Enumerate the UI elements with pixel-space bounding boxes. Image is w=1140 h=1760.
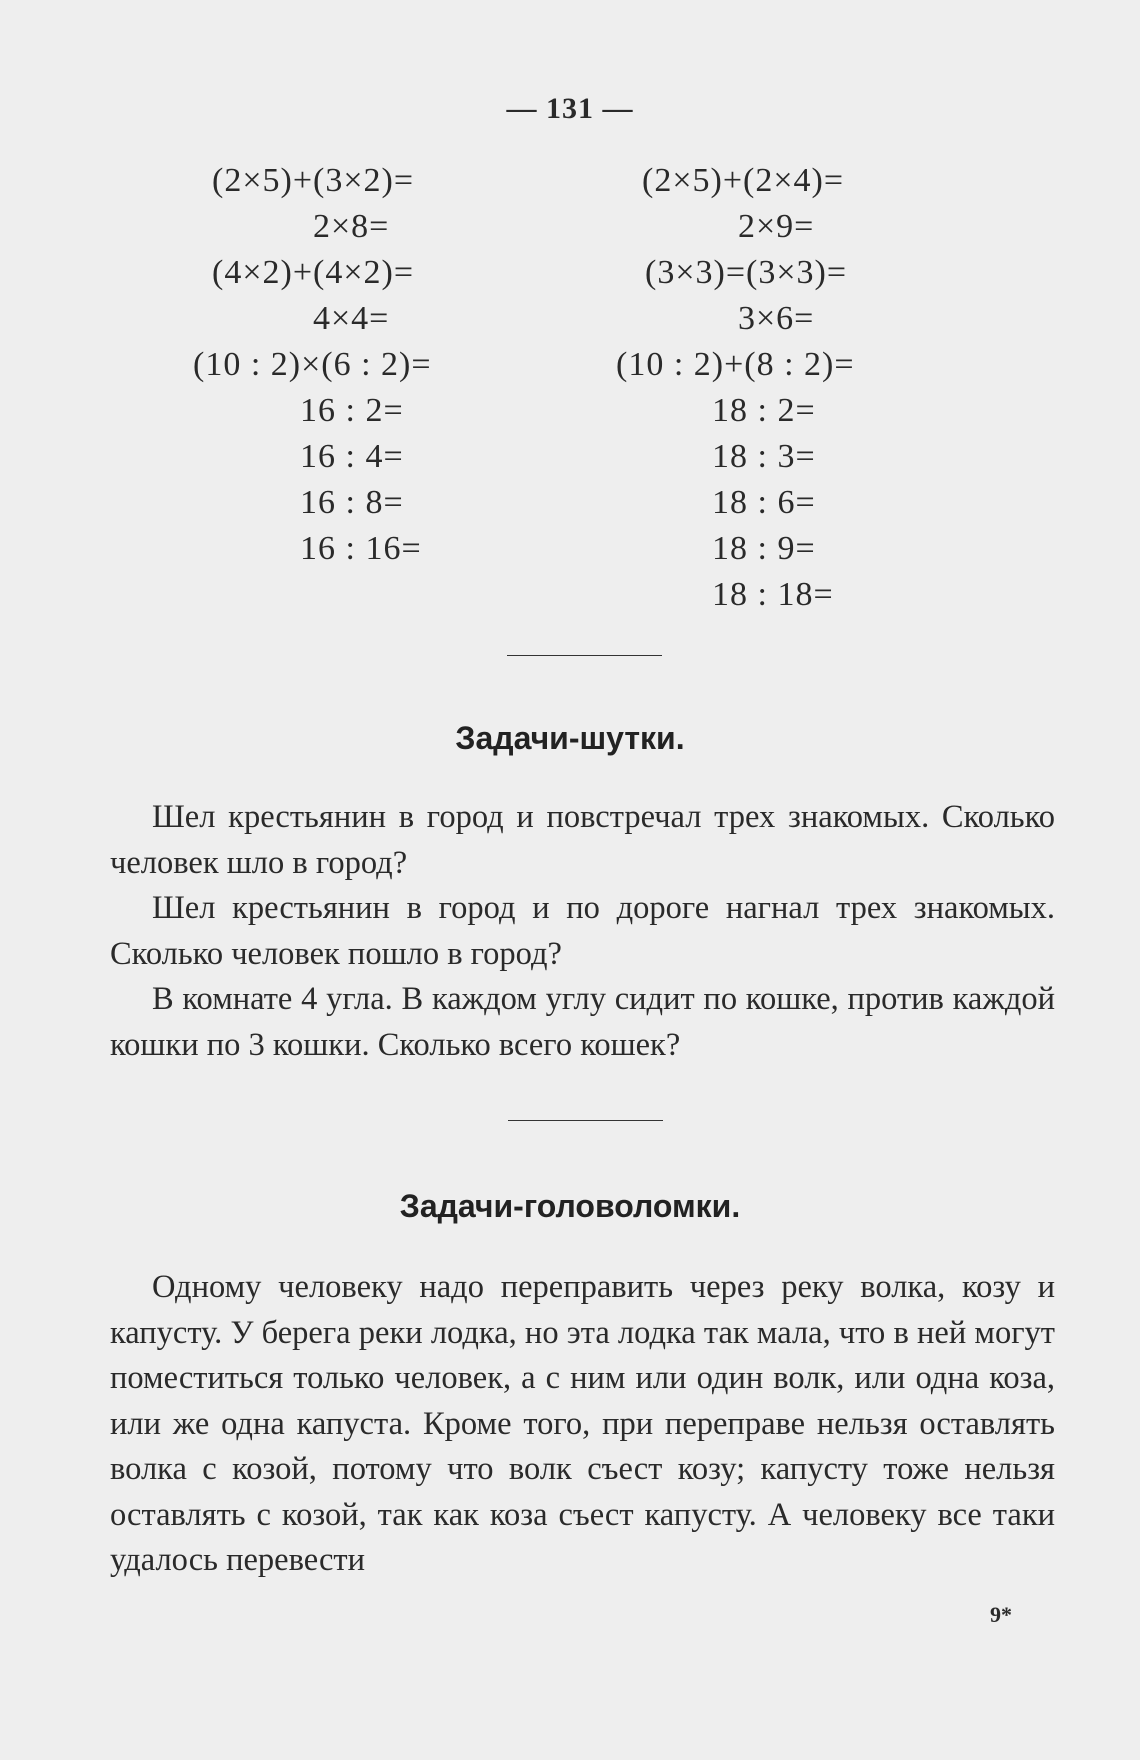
section-text [110, 1265, 1055, 1584]
paragraph: Шел крестьянин в город и по дороге нагнал трех знакомых. Сколько человек пошло в город? [110, 890, 1055, 972]
math-column-left [180, 158, 560, 572]
math-expression: 18 : 2= [712, 392, 816, 429]
math-expression: 2×9= [738, 208, 815, 245]
paragraph: В комнате 4 угла. В каждом углу сидит по кошке, против каждой кошки по 3 кошки. Сколько всего кошек? [110, 981, 1055, 1063]
math-expression: 3×6= [738, 300, 815, 337]
math-column-right [600, 158, 980, 618]
math-expression: 16 : 8= [300, 484, 404, 521]
math-expression: (2×5)+(2×4)= [642, 162, 844, 199]
math-expression: 16 : 16= [300, 530, 422, 567]
paragraph: Шел крестьянин в город и повстречал трех знакомых. Сколько человек шло в город? [110, 799, 1055, 881]
math-expression: 2×8= [313, 208, 390, 245]
math-expression: (10 : 2)×(6 : 2)= [193, 346, 432, 383]
section-title: Задачи-шутки. [455, 720, 685, 756]
page-number: — 131 — [506, 92, 634, 125]
math-expression: 4×4= [313, 300, 390, 337]
math-expression: (2×5)+(3×2)= [212, 162, 414, 199]
math-expression: 16 : 4= [300, 438, 404, 475]
math-expression: (4×2)+(4×2)= [212, 254, 414, 291]
math-expression: 18 : 6= [712, 484, 816, 521]
section-title: Задачи-головоломки. [399, 1188, 741, 1224]
math-expression: 16 : 2= [300, 392, 404, 429]
math-expression: (10 : 2)+(8 : 2)= [616, 346, 855, 383]
math-expression: 18 : 18= [712, 576, 834, 613]
math-expression: (3×3)=(3×3)= [645, 254, 847, 291]
paragraph: Одному человеку надо переправить через реку волка, козу и капусту. У берега реки лодка, но эта лодка так мала, что в ней могут поместиться только человек, а с ним или один волк, или одна коза, или же одна капуста. Кроме того, при переправе нельзя оставлять волка с козой, потому что волк съест козу; капусту тоже нельзя оставлять с козой, так как коза съест капусту. А человеку все таки удалось перевести [110, 1269, 1055, 1578]
section-text [110, 795, 1055, 1068]
section-divider [507, 655, 662, 656]
section-divider [508, 1120, 663, 1121]
signature-mark: 9* [990, 1602, 1012, 1627]
math-expression: 18 : 9= [712, 530, 816, 567]
math-expression: 18 : 3= [712, 438, 816, 475]
